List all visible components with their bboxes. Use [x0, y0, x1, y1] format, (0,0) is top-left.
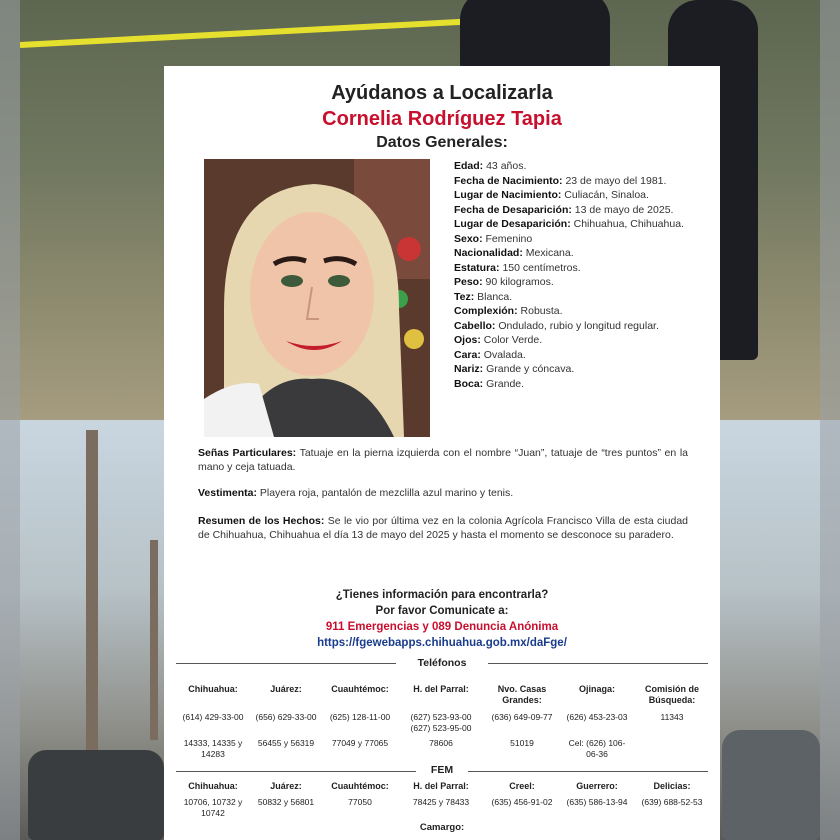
- resumen-hechos: [198, 515, 688, 542]
- fact-label: Ojos:: [454, 334, 481, 346]
- vestimenta: [198, 487, 688, 501]
- utility-pole: [86, 430, 98, 760]
- utility-pole: [150, 540, 158, 740]
- fact-label: Boca:: [454, 377, 484, 390]
- fact-row: [454, 174, 714, 189]
- fact-label: Peso:: [454, 276, 483, 288]
- report-url-link[interactable]: https://fgewebapps.chihuahua.gob.mx/daFge/: [317, 637, 567, 649]
- poster-title: Ayúdanos a Localizarla: [331, 82, 553, 104]
- senas-label: Señas Particulares:: [198, 447, 297, 459]
- vest-text: Playera roja, pantalón de mezclilla azul marino y tenis.: [259, 487, 514, 499]
- phone-region-header: Chihuahua:: [188, 684, 238, 694]
- fact-row: [454, 362, 714, 377]
- frame-right: [820, 0, 840, 840]
- phone-number: (656) 629-33-00: [255, 712, 317, 722]
- fact-value: Ovalada.: [483, 348, 526, 361]
- phone-number: (627) 523-93-00 (627) 523-95-00: [410, 712, 472, 733]
- fact-value: Ondulado, rubio y longitud regular.: [498, 319, 659, 332]
- fact-value: 13 de mayo de 2025.: [574, 203, 674, 216]
- fem-number: (635) 586-13-94: [566, 797, 628, 807]
- officer-figure: [460, 0, 610, 70]
- fact-value: Femenino: [485, 232, 533, 245]
- frame-left: [0, 0, 20, 840]
- phone-region-header: H. del Parral:: [413, 684, 469, 694]
- info-contact: Por favor Comunicate a:: [375, 605, 509, 617]
- fact-value: 90 kilogramos.: [485, 276, 554, 288]
- fact-value: Chihuahua, Chihuahua.: [573, 218, 684, 230]
- senas-particulares: [198, 447, 688, 474]
- fem-number: 77050: [348, 797, 372, 807]
- fact-value: 23 de mayo del 1981.: [565, 174, 667, 187]
- person-name: Cornelia Rodríguez Tapia: [322, 108, 562, 130]
- fact-value: 150 centímetros.: [502, 261, 581, 274]
- fact-label: Complexión:: [454, 305, 518, 317]
- phone-extension: 78606: [429, 738, 453, 748]
- fem-title: FEM: [430, 764, 454, 776]
- fem-number: 10706, 10732 y 10742: [183, 797, 243, 818]
- fact-row: [454, 232, 714, 247]
- fact-label: Lugar de Desaparición:: [454, 218, 571, 230]
- resumen-label: Resumen de los Hechos:: [198, 515, 325, 527]
- resumen-text: Se le vio por última vez en la colonia Agrícola Francisco Villa de esta ciudad de Chihuahua, Chihuahua el día 13 de mayo del 2025 y hasta el momento se desconoce su paradero.: [198, 515, 689, 541]
- phone-extension: 14333, 14335 y 14283: [183, 738, 243, 759]
- phone-region-header: Nvo. Casas Grandes:: [497, 684, 547, 705]
- fact-label: Nacionalidad:: [454, 247, 523, 259]
- fact-label: Sexo:: [454, 232, 483, 245]
- fact-value: Grande.: [486, 377, 525, 390]
- phone-region-header: Cuauhtémoc:: [331, 684, 389, 694]
- fact-row: [454, 377, 714, 392]
- fem-number: 78425 y 78433: [412, 797, 470, 807]
- fact-label: Edad:: [454, 160, 484, 172]
- section-title: Datos Generales:: [376, 134, 508, 151]
- phone-extension: 56455 y 56319: [257, 738, 315, 748]
- fem-region-header: H. del Parral:: [413, 781, 469, 791]
- fact-row: [454, 275, 714, 290]
- fem-number: 50832 y 56801: [257, 797, 315, 807]
- phone-extension: Cel: (626) 106-06-36: [568, 738, 626, 759]
- fact-value: Mexicana.: [525, 247, 574, 259]
- fact-value: Color Verde.: [483, 334, 543, 346]
- divider: [488, 663, 708, 664]
- vest-label: Vestimenta:: [198, 487, 257, 499]
- fem-number: (639) 688-52-53: [641, 797, 703, 807]
- fact-row: [454, 304, 714, 319]
- divider: [468, 771, 708, 772]
- fact-row: [454, 290, 714, 305]
- fem-region-header: Delicias:: [653, 781, 691, 791]
- phone-number: (626) 453-23-03: [566, 712, 628, 722]
- fact-label: Cara:: [454, 348, 481, 361]
- camargo-label: Camargo:: [419, 822, 465, 833]
- fem-region-header: Creel:: [509, 781, 535, 791]
- person-photo: [204, 159, 430, 437]
- emergency-numbers: 911 Emergencias y 089 Denuncia Anónima: [325, 621, 559, 633]
- phone-region-header: Comisión de Búsqueda:: [644, 684, 699, 705]
- fact-row: [454, 188, 714, 203]
- phone-number: (614) 429-33-00: [182, 712, 244, 722]
- fact-label: Lugar de Nacimiento:: [454, 189, 562, 201]
- fact-row: [454, 348, 714, 363]
- phone-extension: 77049 y 77065: [331, 738, 389, 748]
- missing-person-poster: [164, 66, 720, 840]
- facts-list: [454, 159, 714, 391]
- fact-row: [454, 203, 714, 218]
- fact-row: [454, 319, 714, 334]
- senas-text: Tatuaje en la pierna izquierda con el nombre “Juan”, tatuaje de “tres puntos” en la mano y ceja tatuada.: [198, 447, 688, 473]
- car: [722, 730, 820, 840]
- phone-region-header: Juárez:: [270, 684, 302, 694]
- phone-number: 11343: [660, 712, 684, 722]
- fem-region-header: Guerrero:: [576, 781, 618, 791]
- fact-value: Grande y cóncava.: [486, 363, 575, 375]
- fact-label: Tez:: [454, 290, 475, 303]
- fem-region-header: Chihuahua:: [188, 781, 238, 791]
- info-question: ¿Tienes información para encontrarla?: [335, 589, 549, 601]
- fact-row: [454, 261, 714, 276]
- car: [28, 750, 164, 840]
- phone-number: (636) 649-09-77: [491, 712, 553, 722]
- fact-value: 43 años.: [486, 160, 527, 172]
- fact-label: Fecha de Desaparición:: [454, 203, 572, 216]
- phone-number: (625) 128-11-00: [329, 712, 391, 722]
- fact-label: Cabello:: [454, 319, 496, 332]
- phone-region-header: Ojinaga:: [578, 684, 615, 694]
- fact-value: Blanca.: [477, 290, 513, 303]
- fact-value: Robusta.: [520, 305, 563, 317]
- fact-value: Culiacán, Sinaloa.: [564, 189, 649, 201]
- fact-row: [454, 246, 714, 261]
- fact-row: [454, 217, 714, 232]
- fact-row: [454, 333, 714, 348]
- fact-row: [454, 159, 714, 174]
- fact-label: Estatura:: [454, 261, 500, 274]
- phone-extension: 51019: [510, 738, 534, 748]
- phones-title: Teléfonos: [417, 657, 467, 669]
- fact-label: Fecha de Nacimiento:: [454, 174, 563, 187]
- fem-region-header: Juárez:: [270, 781, 302, 791]
- fact-label: Nariz:: [454, 363, 484, 375]
- fem-region-header: Cuauhtémoc:: [331, 781, 389, 791]
- fem-number: (635) 456-91-02: [491, 797, 553, 807]
